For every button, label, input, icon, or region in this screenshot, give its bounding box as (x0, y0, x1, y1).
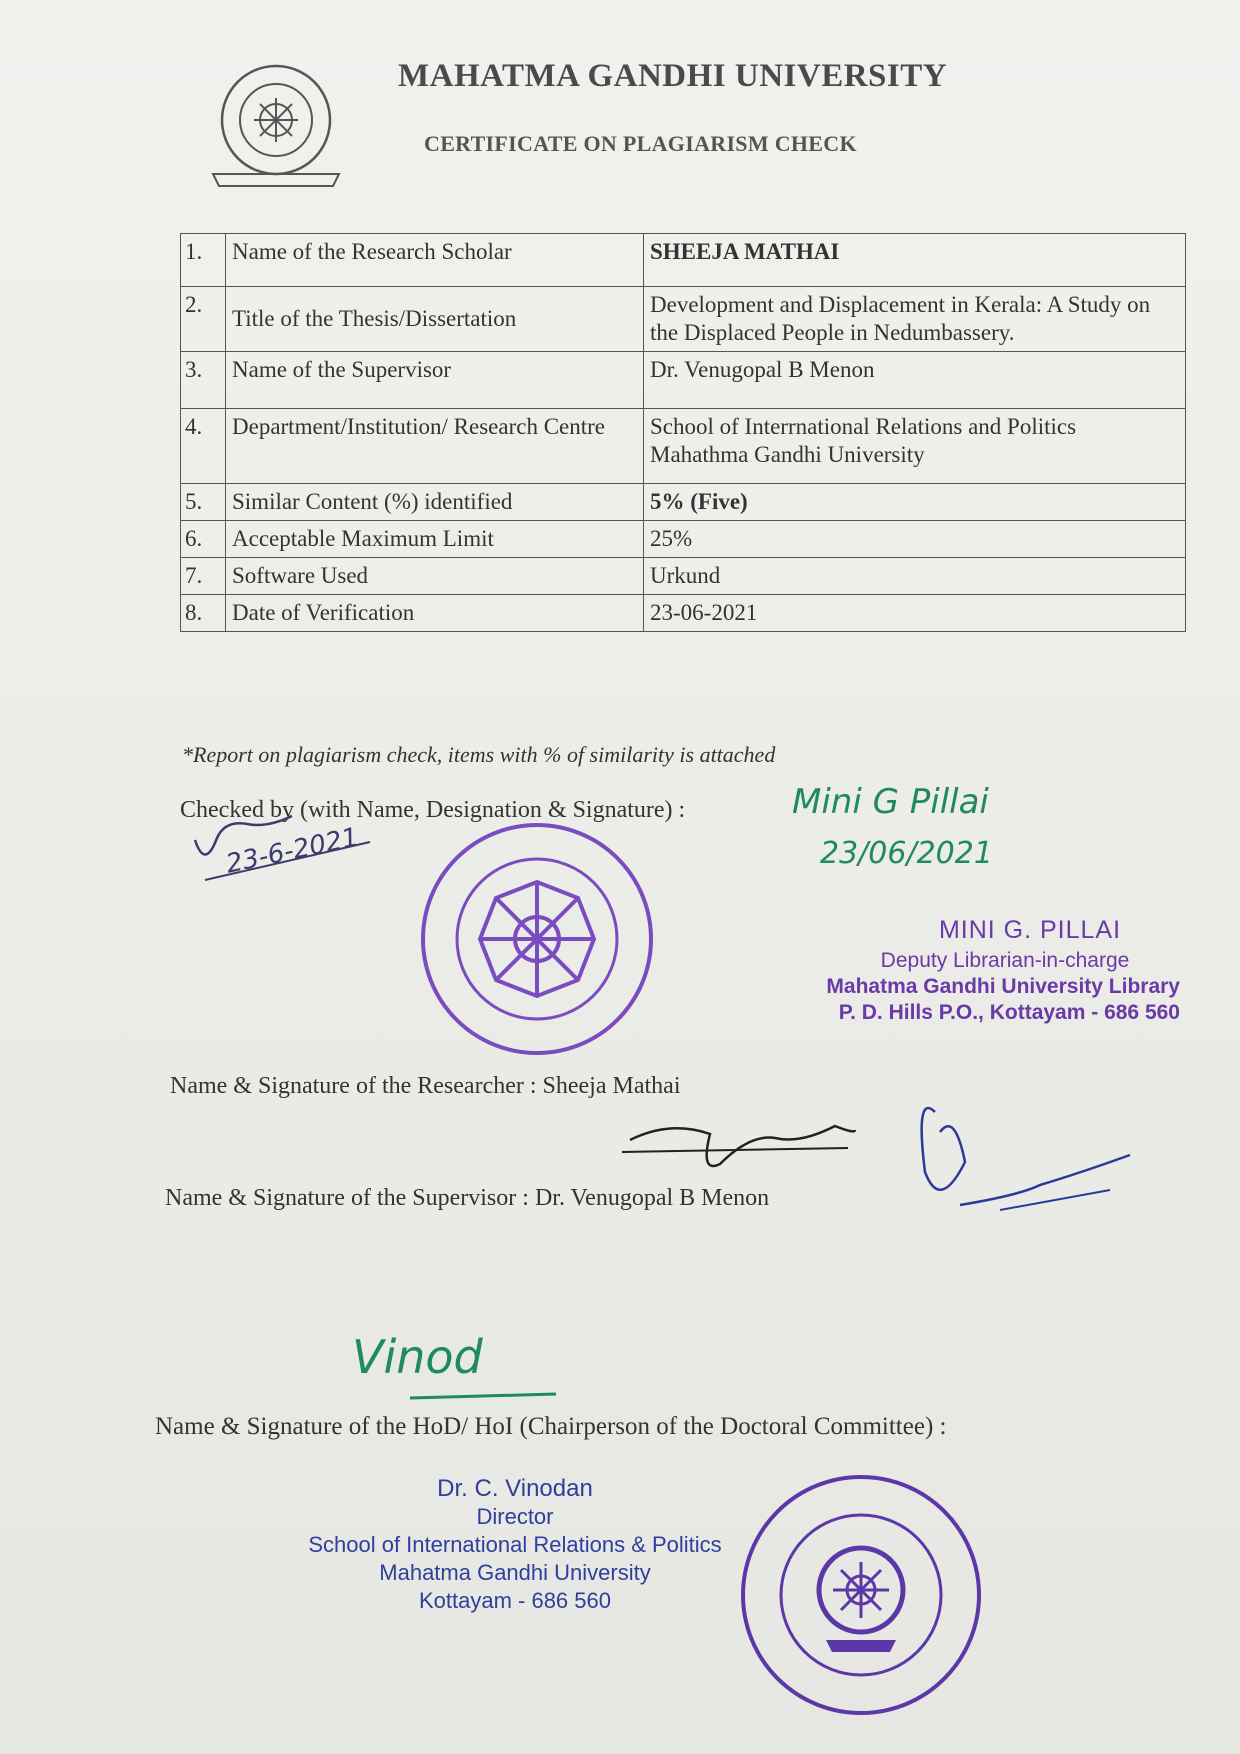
field-value: 5% (Five) (644, 484, 1186, 521)
director-name: Dr. C. Vinodan (437, 1475, 593, 1502)
field-label: Acceptable Maximum Limit (226, 521, 644, 558)
field-label: Name of the Research Scholar (226, 234, 644, 287)
director-address: Kottayam - 686 560 (418, 1588, 611, 1613)
row-number: 8. (181, 595, 226, 632)
field-label: Department/Institution/ Research Centre (226, 409, 644, 484)
library-address: P. D. Hills P.O., Kottayam - 686 560 (838, 1001, 1180, 1024)
row-number: 7. (181, 558, 226, 595)
row-number: 1. (181, 234, 226, 287)
field-label: Software Used (226, 558, 644, 595)
director-stamp (300, 1475, 730, 1615)
librarian-designation: Deputy Librarian-in-charge (880, 949, 1130, 972)
row-number: 4. (181, 409, 226, 484)
field-label: Name of the Supervisor (226, 352, 644, 409)
field-label: Date of Verification (226, 595, 644, 632)
field-value: 23-06-2021 (644, 595, 1186, 632)
researcher-name: Sheeja Mathai (542, 1073, 681, 1099)
field-value: School of Interrnational Relations and Politics Mahathma Gandhi University (644, 409, 1186, 484)
report-note: *Report on plagiarism check, items with % of similarity is attached (182, 742, 776, 767)
checker-handwritten-date: 23-6-2021 (223, 822, 362, 880)
librarian-name: MINI G. PILLAI (938, 916, 1122, 944)
hod-signature: Vinod (352, 1330, 483, 1384)
field-value: 25% (644, 521, 1186, 558)
row-number: 2. (181, 287, 226, 352)
field-value: Dr. Venugopal B Menon (644, 352, 1186, 409)
supervisor-label: Name & Signature of the Supervisor : (165, 1185, 529, 1211)
field-value: Development and Displacement in Kerala: A Study on the Displaced People in Nedumbassery. (644, 287, 1186, 352)
certificate-title: CERTIFICATE ON PLAGIARISM CHECK (424, 131, 857, 156)
field-value: Urkund (644, 558, 1186, 595)
supervisor-name: Dr. Venugopal B Menon (534, 1185, 770, 1211)
director-university: Mahatma Gandhi University (379, 1560, 651, 1585)
field-value: SHEEJA MATHAI (644, 234, 1186, 287)
row-number: 5. (181, 484, 226, 521)
checked-by-label: Checked by (with Name, Designation & Signature) : (180, 797, 686, 823)
row-number: 3. (181, 352, 226, 409)
librarian-signature: Mini G Pillai (792, 782, 989, 822)
field-label: Similar Content (%) identified (226, 484, 644, 521)
row-number: 6. (181, 521, 226, 558)
librarian-handwritten-date: 23/06/2021 (820, 836, 993, 871)
director-school: School of International Relations & Politics (308, 1532, 722, 1557)
researcher-label: Name & Signature of the Researcher : (170, 1073, 537, 1099)
school-round-seal (738, 1472, 984, 1718)
field-label: Title of the Thesis/Dissertation (226, 287, 644, 352)
university-name: MAHATMA GANDHI UNIVERSITY (398, 58, 948, 94)
director-designation: Director (476, 1504, 554, 1529)
library-name: Mahatma Gandhi University Library (826, 975, 1180, 998)
hod-label: Name & Signature of the HoD/ HoI (Chairperson of the Doctoral Committee) : (155, 1413, 947, 1440)
